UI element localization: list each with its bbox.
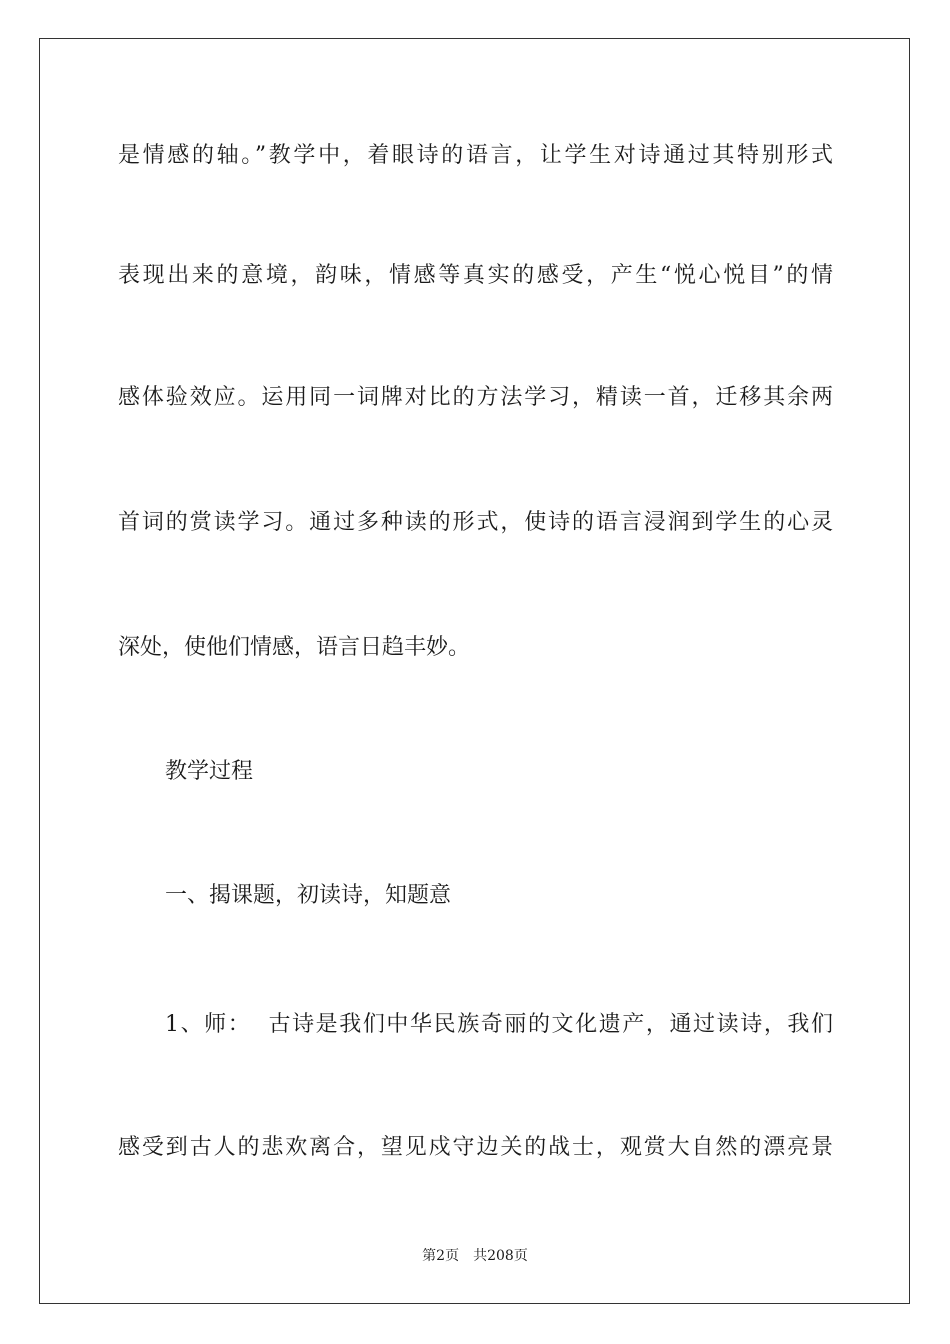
page-frame [39, 38, 910, 1304]
page-number: 第2页 [422, 1248, 460, 1264]
body-line-2: 表现出来的意境，韵味，情感等真实的感受，产生“悦心悦目”的情 [118, 263, 833, 288]
item-1-line-1: 1、师： 古诗是我们中华民族奇丽的文化遗产，通过读诗，我们 [165, 1012, 833, 1037]
page-total: 共208页 [473, 1248, 528, 1264]
body-line-4: 首词的赏读学习。通过多种读的形式，使诗的语言浸润到学生的心灵 [118, 510, 833, 535]
body-line-3: 感体验效应。运用同一词牌对比的方法学习，精读一首，迁移其余两 [118, 385, 833, 410]
body-line-1: 是情感的轴。”教学中，着眼诗的语言，让学生对诗通过其特别形式 [118, 143, 833, 168]
page-footer [0, 1247, 950, 1265]
section-title: 一、揭课题，初读诗，知题意 [165, 883, 452, 908]
item-1-line-2: 感受到古人的悲欢离合，望见戍守边关的战士，观赏大自然的漂亮景 [118, 1135, 833, 1160]
section-heading: 教学过程 [165, 759, 254, 784]
body-line-5: 深处，使他们情感，语言日趋丰妙。 [118, 635, 471, 660]
